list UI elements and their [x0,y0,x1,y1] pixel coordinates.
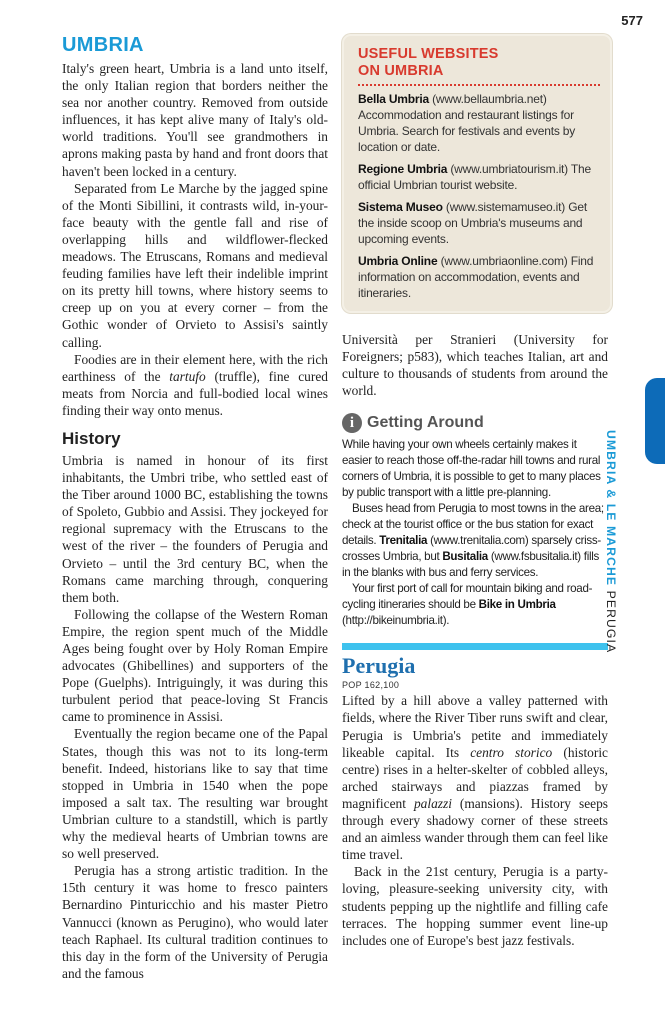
page-number: 577 [621,13,643,28]
population-label: POP 162,100 [342,680,400,691]
website-name: Sistema Museo [358,200,443,214]
website-name: Regione Umbria [358,162,448,176]
right-column [342,34,608,949]
transport-paragraph: Buses head from Perugia to most towns in the area; check at the tourist office or the bus station for exact details. Trenitalia (www.trenitalia.com) sparsely criss-crosses Umbria, but Busitalia (www.fsbusitalia.it) fills in the blanks with bus and ferry services. [342,502,604,580]
getting-around-title: Getting Around [367,414,484,432]
transport-paragraph: While having your own wheels certainly makes it easier to reach those off-the-radar hill towns and rural corners of Umbria, it is possible to get to many places by public transport with a little pre-planning. [342,438,601,500]
section-label: PERUGIA [604,590,618,654]
website-url[interactable]: (www.umbriaonline.com) [440,254,568,268]
website-entry-sistema-museo [358,199,600,247]
chapter-thumb-tab [645,378,665,464]
website-desc: Get the inside scoop on Umbria's museums and upcoming events. [358,200,587,246]
perugia-intro-paragraph: Lifted by a hill above a valley patterned with fields, where the River Tiber runs swift and clear, Perugia is Umbria's petite and immediately likeable capital. Its centro storico (historic centre) rises in a helter-skelter of cobbled alleys, arched stairways and piazzas framed by magnificent palazzi (mansions). History seeps through every shadowy corner of these streets and an aimless wander through them can feel like time travel. [342,693,608,863]
foodies-text: Foodies are in their element here, with the rich earthiness of the [62,351,328,384]
getting-around-heading [342,413,608,433]
left-column [62,34,328,982]
umbria-foodies-paragraph [62,351,328,419]
history-continued-paragraph: Università per Stranieri (University for Foreigners; p583), which teaches Italian, art and culture to thousands of students from around the world. [342,332,608,399]
busitalia-name: Busitalia [442,550,488,564]
website-entry-regione-umbria [358,161,600,193]
info-icon: i [342,413,362,433]
trenitalia-name: Trenitalia [379,534,428,548]
website-url[interactable]: (www.bellaumbria.net) [432,92,547,106]
tartufo-term: tartufo [169,368,206,384]
history-paragraph: Following the collapse of the Western Roman Empire, the region spent much of the Middle Ages being fought over by Holy Roman Empire advocates (Ghibellines) and supporters of the Pope (Guelphs). Intriguingly, it was during this turbulent period that peace-loving St Francis came to prominence in Assisi. [62,606,328,725]
dotted-divider [358,84,600,86]
website-url[interactable]: (www.umbriatourism.it) [450,162,568,176]
website-desc: Accommodation and restaurant listings for Umbria. Search for festivals and events by location or date. [358,108,576,154]
centro-storico-term: centro storico [470,744,553,760]
palazzi-term: palazzi [413,795,452,811]
websites-box-title: USEFUL WEBSITES ON UMBRIA [358,46,499,79]
umbria-landscape-paragraph: Separated from Le Marche by the jagged spine of the Monti Sibillini, it contrasts wild, in-your-face beauty with the gentle fall and rise of overlapping hills and wildflower-flecked meadows. The Etruscans, Romans and medieval feuding families have left their indelible imprint on its pretty hill towns, where history seems to creep up on you at every corner – from the Gothic wonder of Orvieto to Assisi's saintly calling. [62,180,328,350]
website-desc: The official Umbrian tourist website. [358,162,591,192]
history-heading: History [62,428,121,448]
running-header-vertical [604,430,618,654]
foodies-text-end: (truffle), fine cured meats from Norcia and full-bodied local wines finding their way onto menus. [62,368,328,418]
chapter-label: UMBRIA & LE MARCHE [604,430,618,587]
website-name: Umbria Online [358,254,438,268]
website-url[interactable]: (www.sistemamuseo.it) [445,200,566,214]
website-entry-bella-umbria [358,91,600,155]
website-name: Bella Umbria [358,92,429,106]
perugia-heading: Perugia [342,653,416,679]
umbria-heading: UMBRIA [62,34,144,56]
getting-around-section [342,413,608,629]
history-paragraph: Umbria is named in honour of its first inhabitants, the Umbri tribe, who settled east of the Tiber around 1000 BC, establishing the towns of Spoleto, Gubbio and Assisi. They jockeyed for regional supremacy with the Etruscans to the west of the river – the founders of Perugia and Orvieto – until the 3rd century BC, when the Romans came marching through, conquering them both. [62,452,328,605]
website-desc: Find information on accommodation, events and itineraries. [358,254,594,300]
transport-paragraph: Your first port of call for mountain biking and road-cycling itineraries should be Bike in Umbria (http://bikeinumbria.it). [342,582,593,628]
useful-websites-box [342,34,612,313]
history-paragraph: Perugia has a strong artistic tradition. In the 15th century it was home to fresco painters Bernardino Pinturicchio and his master Pietro Vannucci (known as Perugino), who would later teach Raphael. Its cultural tradition continues to this day in the form of the University of Perugia and the famous [62,863,328,981]
umbria-intro-paragraph: Italy's green heart, Umbria is a land unto itself, the only Italian region that borders neither the sea nor another country. Removed from outside influences, it has kept alive many of Italy's old-world traditions. You'll see grandmothers in aprons making pasta by hand and front doors that haven't been locked in a century. [62,61,328,179]
city-section-rule [342,643,608,650]
history-paragraph: Eventually the region became one of the Papal States, though this was not to its long-term benefit. Indeed, historians like to say that time stopped in Umbria in 1540 when the pope imposed a salt tax. The resulting war brought Umbrian culture to a standstill, which is partly why the medieval hearts of Umbrian towns are so well preserved. [62,726,328,862]
website-entry-umbria-online [358,253,600,301]
bike-in-umbria-name: Bike in Umbria [478,598,556,612]
perugia-nightlife-paragraph: Back in the 21st century, Perugia is a party-loving, pleasure-seeking university city, with students pepping up the nightlife and filling cafe terraces. The hopping summer event line-up includes one of Europe's best jazz festivals. [342,864,608,948]
